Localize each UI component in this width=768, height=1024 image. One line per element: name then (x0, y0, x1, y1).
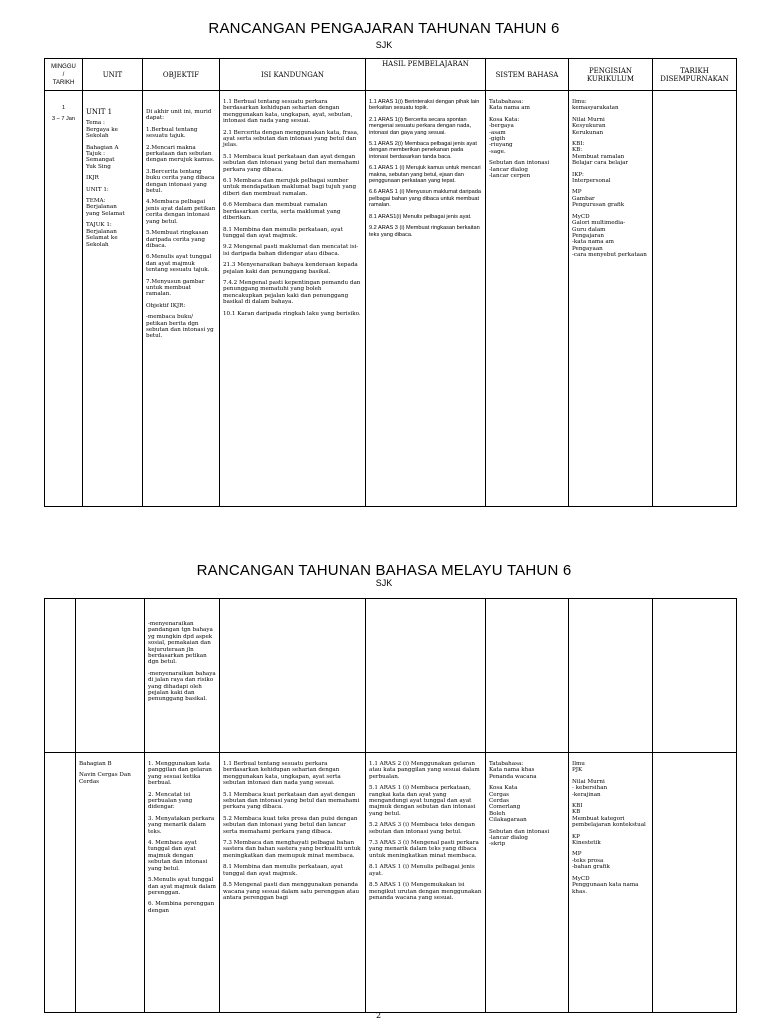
header-hasil: HASIL PEMBELAJARAN (366, 59, 486, 91)
cell-cont-objektif: -menyenaraikan pandangan tgn bahaya yg mungkin dpd aspek sosial, pemakaian dan kejuruteraan jln berdasarkan petikan dgn betul. -menyenaraikan bahaya di jalan raya dan risiko yang dihadapi oleh pejalan kaki dan penunggang basikal. (145, 599, 220, 753)
cell-cont-hasil (366, 599, 486, 753)
cell-hasil-2: 1.1 ARAS 2 (i) Menggunakan gelaran atau kata panggilan yang sesuai dalam perbualan. 5.1 ARAS 1 (i) Membaca perkataan, rangkai kata dan ayat yang mengandungi ayat tunggal dan ayat majmuk dengan sebutan dan intonasi yang betul. 5.2 ARAS 3 (i) Membaca teks dengan sebutan dan intonasi yang betul. 7.3 ARAS 3 (i) Mengenal pasti perkara yang menarik dalam teks yang dibaca untuk meningkatkan minat membaca. 8.1 ARAS 1 (i) Menulis pelbagai jenis ayat. 8.5 ARAS 1 (i) Mengemukakan isi mengikut urutan dengan menggunakan penanda wacana yang sesuai. (366, 753, 486, 1013)
header-isi: ISI KANDUNGAN (220, 59, 366, 91)
cell-tarikh-2 (653, 753, 737, 1013)
cell-tarikh (653, 91, 737, 507)
header-tarikh: TARIKH DISEMPURNAKAN (653, 59, 737, 91)
cell-unit: UNIT 1 Tema : Bergaya ke Sekolah Bahagian A Tajuk : Semangat Yuk Sing IKJR UNIT 1: TEMA: Berjalanan yang Selamat TAJUK 1: Berjalanan Selamat ke Sekolah (83, 91, 143, 507)
header-minggu: MINGGU / TARIKH (45, 59, 83, 91)
plan-table-2 (44, 598, 737, 1013)
cell-pengisian: Ilmu: kemasyarakatan Nilai Murni Kesyukuran Kerukunan KBI: KB: Membuat ramalan Belajar cara belajar IKP: Interpersonal MP Gambar Pengurusan grafik MyCD Galori multimedia- Guru dalam Pengajaran -kata nama am Pengayaan -cara menyebut perkataan (569, 91, 653, 507)
header-objektif: OBJEKTIF (143, 59, 220, 91)
cell-cont-pengisian (569, 599, 653, 753)
page-number: 2 (376, 1011, 382, 1020)
cell-cont-sistem (486, 599, 569, 753)
cell-hasil: 1.1 ARAS 1(i) Berinteraksi dengan pihak lain berkaitan sesuatu topik. 2.1 ARAS 1(i) Bercerita secara spontan mengenai sesuatu perkara dengan nada, intonasi dan gaya yang sesuai. 5.1 ARAS 2(i) Membaca pelbagai jenis ayat dengan memberikan penekanan pada intonasi berdasarkan tanda baca. 6.1 ARAS 1 (i) Merujuk kamus untuk mencari makna, sebutan yang betul, ejaan dan penggunaan perkataan yang tepat. 6.6 ARAS 1 (i) Menyusun maklumat daripada pelbagai bahan yang dibaca untuk membuat ramalan. 8.1 ARAS1(i) Menulis pelbagai jenis ayat. 9.2 ARAS 3 (i) Membuat ringkasan berkaitan teks yang dibaca. (366, 91, 486, 507)
cell-cont-unit (76, 599, 145, 753)
cell-minggu: 1 3 – 7 Jan (45, 91, 83, 507)
cell-minggu-2 (45, 753, 76, 1013)
cell-pengisian-2: Ilmu PJK Nilai Murni - kebersihan -kerajinan KBI KB Membuat kategori pembelajaran kontekstual KP Kinestetik MP -teks prosa -bahan grafik MyCD Penggunaan kata nama khas. (569, 753, 653, 1013)
cell-sistem-bahasa: Tatabahasa: Kata nama am Kosa Kata: -bergaya -asam -gigih -riuyang -sage. Sebutan dan intonasi -lancar dialog -lancar cerpen (486, 91, 569, 507)
cell-cont-isi (220, 599, 366, 753)
cell-cont-tarikh (653, 599, 737, 753)
cell-isi-kandungan-2: 1.1 Berbual tentang sesuatu perkara berdasarkan kehidupan seharian dengan menggunakan kata, ungkapan, ayat serta sebutan intonasi dan nada yang sesuai. 5.1 Membaca kuat perkataan dan ayat dengan sebutan dan intonasi yang betul dan memahami perkara yang dibaca. 5.2 Membaca kuat teks prosa dan puisi dengan sebutan dan intonasi yang betul dan lancar serta memahami perkara yang dibaca. 7.3 Membaca dan menghayati pelbagai bahan sastera dan bahan sastera yang berkualiti untuk meningkatkan dan memupuk minat membaca. 8.1 Membina dan menulis perkataan, ayat tunggal dan ayat majmuk. 8.5 Mengenal pasti dan menggunakan penanda wacana yang sesuai dalam satu perenggan atau antara perenggan bagi (220, 753, 366, 1013)
page-title: RANCANGAN PENGAJARAN TAHUNAN TAHUN 6 (208, 20, 560, 37)
page-subtitle-2: SJK (375, 578, 393, 588)
cell-cont-minggu (45, 599, 76, 753)
header-unit: UNIT (83, 59, 143, 91)
header-pengisian: PENGISIAN KURIKULUM (569, 59, 653, 91)
cell-unit-2: Bahagian B Navin Cergas Dan Cerdas (76, 753, 145, 1013)
page-title-2: RANCANGAN TAHUNAN BAHASA MELAYU TAHUN 6 (196, 562, 572, 579)
page-subtitle: SJK (375, 40, 393, 50)
cell-objektif-2: 1. Menggunakan kata panggilan dan gelaran yang sesuai ketika berbual. 2. Mencatat isi perbualan yang didengar. 3. Menyatakan perkara yang menarik dalam teks. 4. Membaca ayat tunggal dan ayat majmuk dengan sebutan dan intonasi yang betul. 5.Menulis ayat tunggal dan ayat majmuk dalam perenggan. 6. Membina perenggan dengan (145, 753, 220, 1013)
header-sistem: SISTEM BAHASA (486, 59, 569, 91)
cell-isi-kandungan: 1.1 Berbual tentang sesuatu perkara berdasarkan kehidupan seharian dengan menggunakan kata, ungkapan, ayat, sebutan, intonasi dan nada yang sesuai. 2.1 Bercerita dengan menggunakan kata, frasa, ayat serta sebutan dan intonasi yang betul dan jelas. 5.1 Membaca kuat perkataan dan ayat dengan sebutan dan intonasi yang betul dan memahami perkara yang dibaca. 6.1 Membaca dan merujuk pelbagai sumber untuk mendapatkan maklumat bagi tujuh yang diberi dan membuat ramalan. 6.6 Membaca dan membuat ramalan berdasarkan cerita, serta maklumat yang diberikan. 8.1 Membina dan menulis perkataan, ayat tunggal dan ayat majmuk. 9.2 Mengenal pasti maklumat dan mencatat isi-isi daripada bahan didengar atau dibaca. 21.3 Menyenaraikan bahaya kenderaan kepada pejalan kaki dan penunggang basikal. 7.4.2 Mengenal pasti kepentingan pemandu dan penunggang mematuhi yang boleh mencakupkan pejalan kaki dan penunggang basikal di dalam bahaya. 10.1 Karan daripada ringkah laku yang berisiko. (220, 91, 366, 507)
plan-table-1 (44, 58, 737, 507)
cell-sistem-bahasa-2: Tatabahasa: Kata nama khas Penanda wacana Kosa Kata Cergas Cerdas Comerlang Boleh Cilakagaraan Sebutan dan intonasi -lancar dialog -skrip (486, 753, 569, 1013)
cell-objektif: Di akhir unit ini, murid dapat: 1.Berbual tentang sesuatu tajuk. 2.Mencari makna perkataan dan sebutan dengan merujuk kamus. 3.Bercerita tentang buku cerita yang dibaca dengan intonasi yang betul. 4.Membaca pelbagai jenis ayat dalam petikan cerita dengan intonasi yang betul. 5.Membuat ringkasan daripada cerita yang dibaca. 6.Menulis ayat tunggal dan ayat majmuk tentang sesuatu tajuk. 7.Menyusun gambar untuk membuat ramalan. Objektif IKJR: -membaca buku/ petikan berita dgn sebutan dan intonasi yg betul. (143, 91, 220, 507)
